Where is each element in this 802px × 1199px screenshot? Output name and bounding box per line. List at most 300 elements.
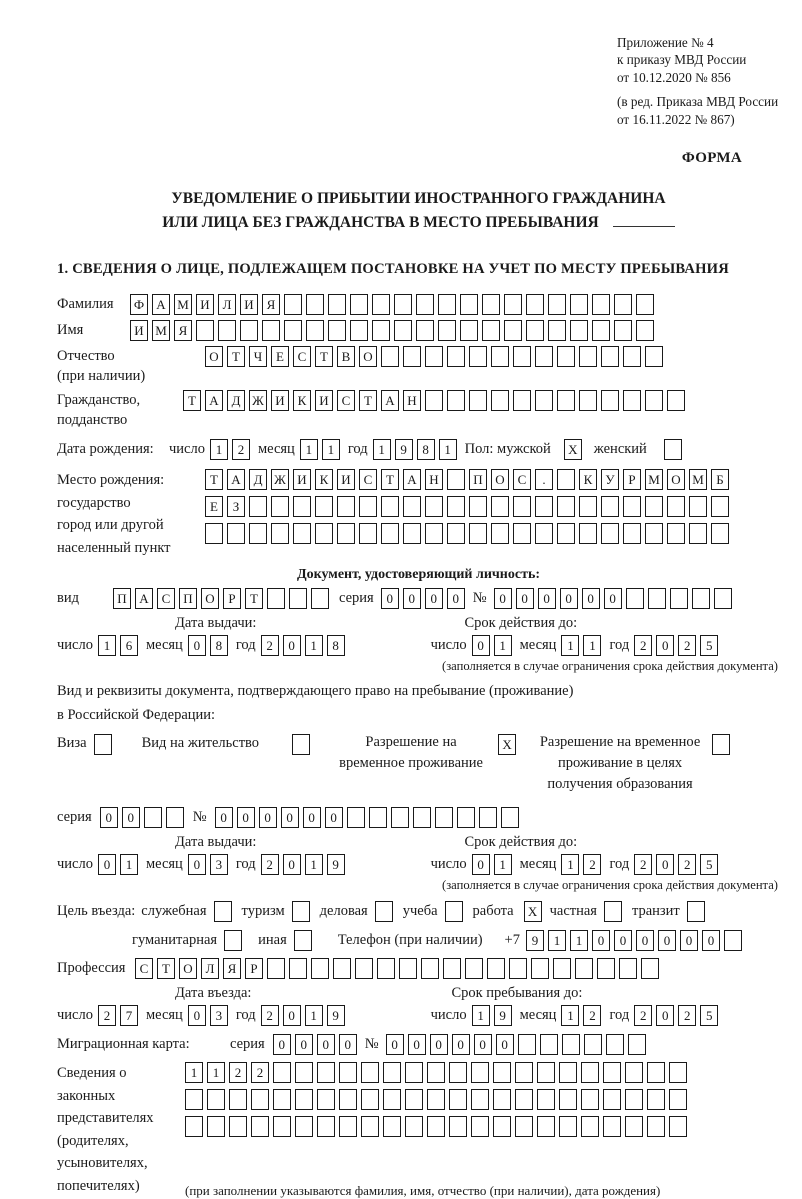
char-cell[interactable]: М: [174, 294, 192, 315]
char-cell[interactable]: [427, 1062, 445, 1083]
char-cell[interactable]: 0: [237, 807, 255, 828]
char-cell[interactable]: [526, 294, 544, 315]
char-cell[interactable]: И: [293, 469, 311, 490]
char-cell[interactable]: П: [113, 588, 131, 609]
char-cell[interactable]: 2: [634, 1005, 652, 1026]
char-cell[interactable]: [641, 958, 659, 979]
char-cell[interactable]: [403, 496, 421, 517]
char-cell[interactable]: [218, 320, 236, 341]
char-cell[interactable]: [513, 496, 531, 517]
char-cell[interactable]: 0: [188, 1005, 206, 1026]
char-cell[interactable]: [227, 523, 245, 544]
char-cell[interactable]: [271, 523, 289, 544]
char-cell[interactable]: Р: [223, 588, 241, 609]
char-cell[interactable]: [711, 496, 729, 517]
char-cell[interactable]: [606, 1034, 624, 1055]
char-cell[interactable]: О: [205, 346, 223, 367]
char-cell[interactable]: М: [689, 469, 707, 490]
char-cell[interactable]: 1: [210, 439, 228, 460]
char-cell[interactable]: [623, 390, 641, 411]
char-cell[interactable]: [628, 1034, 646, 1055]
char-cell[interactable]: [482, 320, 500, 341]
char-cell[interactable]: [347, 807, 365, 828]
char-cell[interactable]: 9: [327, 854, 345, 875]
char-cell[interactable]: [537, 1062, 555, 1083]
char-cell[interactable]: [294, 930, 312, 951]
char-cell[interactable]: А: [227, 469, 245, 490]
char-cell[interactable]: [513, 390, 531, 411]
char-cell[interactable]: [339, 1089, 357, 1110]
char-cell[interactable]: 1: [373, 439, 391, 460]
char-cell[interactable]: [405, 1089, 423, 1110]
char-cell[interactable]: [570, 320, 588, 341]
char-cell[interactable]: [315, 496, 333, 517]
char-cell[interactable]: [333, 958, 351, 979]
char-cell[interactable]: [509, 958, 527, 979]
char-cell[interactable]: [262, 320, 280, 341]
char-cell[interactable]: [359, 496, 377, 517]
char-cell[interactable]: [669, 1089, 687, 1110]
char-cell[interactable]: [648, 588, 666, 609]
char-cell[interactable]: [427, 1116, 445, 1137]
char-cell[interactable]: И: [240, 294, 258, 315]
char-cell[interactable]: [447, 496, 465, 517]
char-cell[interactable]: [315, 523, 333, 544]
char-cell[interactable]: [548, 294, 566, 315]
char-cell[interactable]: [579, 346, 597, 367]
char-cell[interactable]: 0: [425, 588, 443, 609]
char-cell[interactable]: [581, 1062, 599, 1083]
char-cell[interactable]: [601, 390, 619, 411]
char-cell[interactable]: [526, 320, 544, 341]
char-cell[interactable]: [559, 1089, 577, 1110]
char-cell[interactable]: И: [337, 469, 355, 490]
char-cell[interactable]: [355, 958, 373, 979]
char-cell[interactable]: [416, 320, 434, 341]
char-cell[interactable]: [350, 294, 368, 315]
char-cell[interactable]: 1: [207, 1062, 225, 1083]
char-cell[interactable]: [471, 1089, 489, 1110]
char-cell[interactable]: Д: [249, 469, 267, 490]
char-cell[interactable]: [670, 588, 688, 609]
char-cell[interactable]: Б: [711, 469, 729, 490]
char-cell[interactable]: Я: [174, 320, 192, 341]
char-cell[interactable]: [460, 294, 478, 315]
char-cell[interactable]: [339, 1062, 357, 1083]
char-cell[interactable]: 0: [403, 588, 421, 609]
char-cell[interactable]: [513, 346, 531, 367]
char-cell[interactable]: Н: [425, 469, 443, 490]
char-cell[interactable]: [249, 496, 267, 517]
char-cell[interactable]: [391, 807, 409, 828]
char-cell[interactable]: [405, 1062, 423, 1083]
char-cell[interactable]: 0: [295, 1034, 313, 1055]
char-cell[interactable]: 0: [339, 1034, 357, 1055]
char-cell[interactable]: [491, 496, 509, 517]
char-cell[interactable]: X: [564, 439, 582, 460]
char-cell[interactable]: [438, 320, 456, 341]
char-cell[interactable]: 1: [300, 439, 318, 460]
char-cell[interactable]: [559, 1116, 577, 1137]
char-cell[interactable]: [604, 901, 622, 922]
char-cell[interactable]: [207, 1089, 225, 1110]
char-cell[interactable]: [623, 523, 641, 544]
char-cell[interactable]: [359, 523, 377, 544]
char-cell[interactable]: [669, 1116, 687, 1137]
char-cell[interactable]: [557, 496, 575, 517]
char-cell[interactable]: С: [157, 588, 175, 609]
char-cell[interactable]: [350, 320, 368, 341]
char-cell[interactable]: Е: [205, 496, 223, 517]
char-cell[interactable]: [447, 390, 465, 411]
char-cell[interactable]: [405, 1116, 423, 1137]
char-cell[interactable]: 0: [447, 588, 465, 609]
char-cell[interactable]: [306, 294, 324, 315]
char-cell[interactable]: 0: [560, 588, 578, 609]
char-cell[interactable]: [317, 1062, 335, 1083]
char-cell[interactable]: [575, 958, 593, 979]
char-cell[interactable]: [601, 496, 619, 517]
char-cell[interactable]: [504, 320, 522, 341]
char-cell[interactable]: 1: [561, 635, 579, 656]
char-cell[interactable]: [553, 958, 571, 979]
char-cell[interactable]: [601, 346, 619, 367]
char-cell[interactable]: О: [491, 469, 509, 490]
char-cell[interactable]: Т: [183, 390, 201, 411]
char-cell[interactable]: [311, 958, 329, 979]
char-cell[interactable]: X: [498, 734, 516, 755]
char-cell[interactable]: [636, 294, 654, 315]
char-cell[interactable]: [647, 1089, 665, 1110]
char-cell[interactable]: [540, 1034, 558, 1055]
char-cell[interactable]: 0: [98, 854, 116, 875]
char-cell[interactable]: 0: [636, 930, 654, 951]
char-cell[interactable]: [469, 346, 487, 367]
char-cell[interactable]: [687, 901, 705, 922]
char-cell[interactable]: [581, 1116, 599, 1137]
char-cell[interactable]: К: [293, 390, 311, 411]
char-cell[interactable]: [449, 1062, 467, 1083]
char-cell[interactable]: Т: [245, 588, 263, 609]
char-cell[interactable]: 0: [408, 1034, 426, 1055]
char-cell[interactable]: А: [403, 469, 421, 490]
char-cell[interactable]: В: [337, 346, 355, 367]
char-cell[interactable]: 1: [305, 854, 323, 875]
char-cell[interactable]: [603, 1062, 621, 1083]
char-cell[interactable]: [647, 1116, 665, 1137]
char-cell[interactable]: 0: [381, 588, 399, 609]
char-cell[interactable]: 1: [305, 1005, 323, 1026]
char-cell[interactable]: [515, 1062, 533, 1083]
char-cell[interactable]: Р: [245, 958, 263, 979]
char-cell[interactable]: [284, 294, 302, 315]
char-cell[interactable]: 1: [439, 439, 457, 460]
char-cell[interactable]: [482, 294, 500, 315]
char-cell[interactable]: [513, 523, 531, 544]
char-cell[interactable]: Я: [262, 294, 280, 315]
char-cell[interactable]: 0: [472, 635, 490, 656]
char-cell[interactable]: А: [152, 294, 170, 315]
char-cell[interactable]: [619, 958, 637, 979]
char-cell[interactable]: [381, 346, 399, 367]
char-cell[interactable]: 2: [261, 1005, 279, 1026]
char-cell[interactable]: [267, 588, 285, 609]
char-cell[interactable]: 0: [100, 807, 118, 828]
char-cell[interactable]: [311, 588, 329, 609]
char-cell[interactable]: 0: [215, 807, 233, 828]
char-cell[interactable]: У: [601, 469, 619, 490]
char-cell[interactable]: [469, 523, 487, 544]
char-cell[interactable]: 0: [658, 930, 676, 951]
char-cell[interactable]: [207, 1116, 225, 1137]
char-cell[interactable]: 0: [538, 588, 556, 609]
char-cell[interactable]: [460, 320, 478, 341]
char-cell[interactable]: Д: [227, 390, 245, 411]
char-cell[interactable]: [185, 1089, 203, 1110]
char-cell[interactable]: [562, 1034, 580, 1055]
char-cell[interactable]: [592, 294, 610, 315]
char-cell[interactable]: [224, 930, 242, 951]
char-cell[interactable]: П: [179, 588, 197, 609]
char-cell[interactable]: [273, 1062, 291, 1083]
char-cell[interactable]: 1: [561, 1005, 579, 1026]
char-cell[interactable]: М: [152, 320, 170, 341]
char-cell[interactable]: [491, 523, 509, 544]
char-cell[interactable]: [337, 523, 355, 544]
char-cell[interactable]: [293, 523, 311, 544]
char-cell[interactable]: [425, 523, 443, 544]
char-cell[interactable]: 2: [678, 635, 696, 656]
char-cell[interactable]: [372, 320, 390, 341]
char-cell[interactable]: [469, 390, 487, 411]
char-cell[interactable]: А: [205, 390, 223, 411]
char-cell[interactable]: 6: [120, 635, 138, 656]
char-cell[interactable]: 5: [700, 1005, 718, 1026]
char-cell[interactable]: [625, 1089, 643, 1110]
char-cell[interactable]: 0: [317, 1034, 335, 1055]
char-cell[interactable]: [273, 1116, 291, 1137]
char-cell[interactable]: Р: [623, 469, 641, 490]
char-cell[interactable]: [625, 1116, 643, 1137]
char-cell[interactable]: 2: [261, 854, 279, 875]
char-cell[interactable]: [557, 390, 575, 411]
char-cell[interactable]: [603, 1116, 621, 1137]
char-cell[interactable]: [537, 1116, 555, 1137]
char-cell[interactable]: 2: [98, 1005, 116, 1026]
char-cell[interactable]: 1: [570, 930, 588, 951]
char-cell[interactable]: 1: [494, 854, 512, 875]
char-cell[interactable]: [471, 1062, 489, 1083]
char-cell[interactable]: [535, 496, 553, 517]
char-cell[interactable]: [447, 523, 465, 544]
char-cell[interactable]: [548, 320, 566, 341]
char-cell[interactable]: [597, 958, 615, 979]
char-cell[interactable]: [229, 1089, 247, 1110]
char-cell[interactable]: [491, 390, 509, 411]
char-cell[interactable]: [381, 496, 399, 517]
char-cell[interactable]: [449, 1089, 467, 1110]
char-cell[interactable]: Л: [201, 958, 219, 979]
char-cell[interactable]: И: [271, 390, 289, 411]
char-cell[interactable]: [394, 320, 412, 341]
char-cell[interactable]: [625, 1062, 643, 1083]
char-cell[interactable]: [579, 390, 597, 411]
char-cell[interactable]: [425, 390, 443, 411]
char-cell[interactable]: С: [513, 469, 531, 490]
char-cell[interactable]: 0: [283, 1005, 301, 1026]
char-cell[interactable]: [584, 1034, 602, 1055]
char-cell[interactable]: 0: [474, 1034, 492, 1055]
char-cell[interactable]: 2: [261, 635, 279, 656]
char-cell[interactable]: Ч: [249, 346, 267, 367]
char-cell[interactable]: [293, 496, 311, 517]
char-cell[interactable]: [166, 807, 184, 828]
char-cell[interactable]: 0: [188, 635, 206, 656]
char-cell[interactable]: О: [667, 469, 685, 490]
char-cell[interactable]: 1: [120, 854, 138, 875]
char-cell[interactable]: [669, 1062, 687, 1083]
char-cell[interactable]: [557, 469, 575, 490]
char-cell[interactable]: [557, 346, 575, 367]
char-cell[interactable]: Т: [359, 390, 377, 411]
char-cell[interactable]: Н: [403, 390, 421, 411]
char-cell[interactable]: 0: [516, 588, 534, 609]
char-cell[interactable]: 2: [678, 1005, 696, 1026]
char-cell[interactable]: [623, 346, 641, 367]
char-cell[interactable]: [465, 958, 483, 979]
char-cell[interactable]: [413, 807, 431, 828]
char-cell[interactable]: С: [293, 346, 311, 367]
char-cell[interactable]: [626, 588, 644, 609]
char-cell[interactable]: [361, 1089, 379, 1110]
char-cell[interactable]: 0: [656, 1005, 674, 1026]
char-cell[interactable]: [515, 1116, 533, 1137]
char-cell[interactable]: X: [524, 901, 542, 922]
char-cell[interactable]: [689, 523, 707, 544]
char-cell[interactable]: 1: [185, 1062, 203, 1083]
char-cell[interactable]: Я: [223, 958, 241, 979]
char-cell[interactable]: [518, 1034, 536, 1055]
char-cell[interactable]: 0: [430, 1034, 448, 1055]
char-cell[interactable]: [504, 294, 522, 315]
char-cell[interactable]: [372, 294, 390, 315]
char-cell[interactable]: [251, 1116, 269, 1137]
char-cell[interactable]: 0: [273, 1034, 291, 1055]
char-cell[interactable]: [251, 1089, 269, 1110]
char-cell[interactable]: [645, 496, 663, 517]
char-cell[interactable]: 5: [700, 635, 718, 656]
char-cell[interactable]: [471, 1116, 489, 1137]
char-cell[interactable]: [535, 390, 553, 411]
char-cell[interactable]: 0: [303, 807, 321, 828]
char-cell[interactable]: 8: [417, 439, 435, 460]
char-cell[interactable]: [667, 523, 685, 544]
char-cell[interactable]: [531, 958, 549, 979]
char-cell[interactable]: 0: [702, 930, 720, 951]
char-cell[interactable]: [339, 1116, 357, 1137]
char-cell[interactable]: [623, 496, 641, 517]
char-cell[interactable]: [667, 390, 685, 411]
char-cell[interactable]: [645, 523, 663, 544]
char-cell[interactable]: [445, 901, 463, 922]
char-cell[interactable]: 0: [656, 635, 674, 656]
char-cell[interactable]: 0: [325, 807, 343, 828]
char-cell[interactable]: [427, 1089, 445, 1110]
char-cell[interactable]: 0: [680, 930, 698, 951]
char-cell[interactable]: [361, 1116, 379, 1137]
char-cell[interactable]: 8: [327, 635, 345, 656]
char-cell[interactable]: [399, 958, 417, 979]
char-cell[interactable]: [271, 496, 289, 517]
char-cell[interactable]: [601, 523, 619, 544]
char-cell[interactable]: [381, 523, 399, 544]
char-cell[interactable]: [645, 346, 663, 367]
char-cell[interactable]: 0: [496, 1034, 514, 1055]
char-cell[interactable]: К: [579, 469, 597, 490]
char-cell[interactable]: [295, 1089, 313, 1110]
char-cell[interactable]: 0: [494, 588, 512, 609]
char-cell[interactable]: Т: [205, 469, 223, 490]
char-cell[interactable]: М: [645, 469, 663, 490]
char-cell[interactable]: [515, 1089, 533, 1110]
char-cell[interactable]: 2: [634, 635, 652, 656]
char-cell[interactable]: Ф: [130, 294, 148, 315]
char-cell[interactable]: 0: [283, 854, 301, 875]
char-cell[interactable]: Е: [271, 346, 289, 367]
char-cell[interactable]: [421, 958, 439, 979]
char-cell[interactable]: [449, 1116, 467, 1137]
char-cell[interactable]: [535, 346, 553, 367]
char-cell[interactable]: [425, 346, 443, 367]
char-cell[interactable]: [603, 1089, 621, 1110]
char-cell[interactable]: [94, 734, 112, 755]
char-cell[interactable]: [714, 588, 732, 609]
char-cell[interactable]: [438, 294, 456, 315]
char-cell[interactable]: [383, 1089, 401, 1110]
char-cell[interactable]: 5: [700, 854, 718, 875]
char-cell[interactable]: [403, 523, 421, 544]
char-cell[interactable]: 3: [210, 854, 228, 875]
char-cell[interactable]: [375, 901, 393, 922]
char-cell[interactable]: [647, 1062, 665, 1083]
char-cell[interactable]: [292, 734, 310, 755]
char-cell[interactable]: [689, 496, 707, 517]
char-cell[interactable]: 0: [188, 854, 206, 875]
char-cell[interactable]: [712, 734, 730, 755]
char-cell[interactable]: 2: [678, 854, 696, 875]
char-cell[interactable]: [369, 807, 387, 828]
char-cell[interactable]: [469, 496, 487, 517]
char-cell[interactable]: 9: [395, 439, 413, 460]
char-cell[interactable]: О: [179, 958, 197, 979]
char-cell[interactable]: А: [135, 588, 153, 609]
char-cell[interactable]: О: [201, 588, 219, 609]
char-cell[interactable]: [457, 807, 475, 828]
char-cell[interactable]: П: [469, 469, 487, 490]
char-cell[interactable]: [383, 1062, 401, 1083]
char-cell[interactable]: [557, 523, 575, 544]
char-cell[interactable]: 2: [583, 854, 601, 875]
char-cell[interactable]: [491, 346, 509, 367]
char-cell[interactable]: [377, 958, 395, 979]
char-cell[interactable]: [240, 320, 258, 341]
char-cell[interactable]: [196, 320, 214, 341]
char-cell[interactable]: [487, 958, 505, 979]
char-cell[interactable]: [443, 958, 461, 979]
char-cell[interactable]: Ж: [249, 390, 267, 411]
char-cell[interactable]: А: [381, 390, 399, 411]
char-cell[interactable]: 3: [210, 1005, 228, 1026]
